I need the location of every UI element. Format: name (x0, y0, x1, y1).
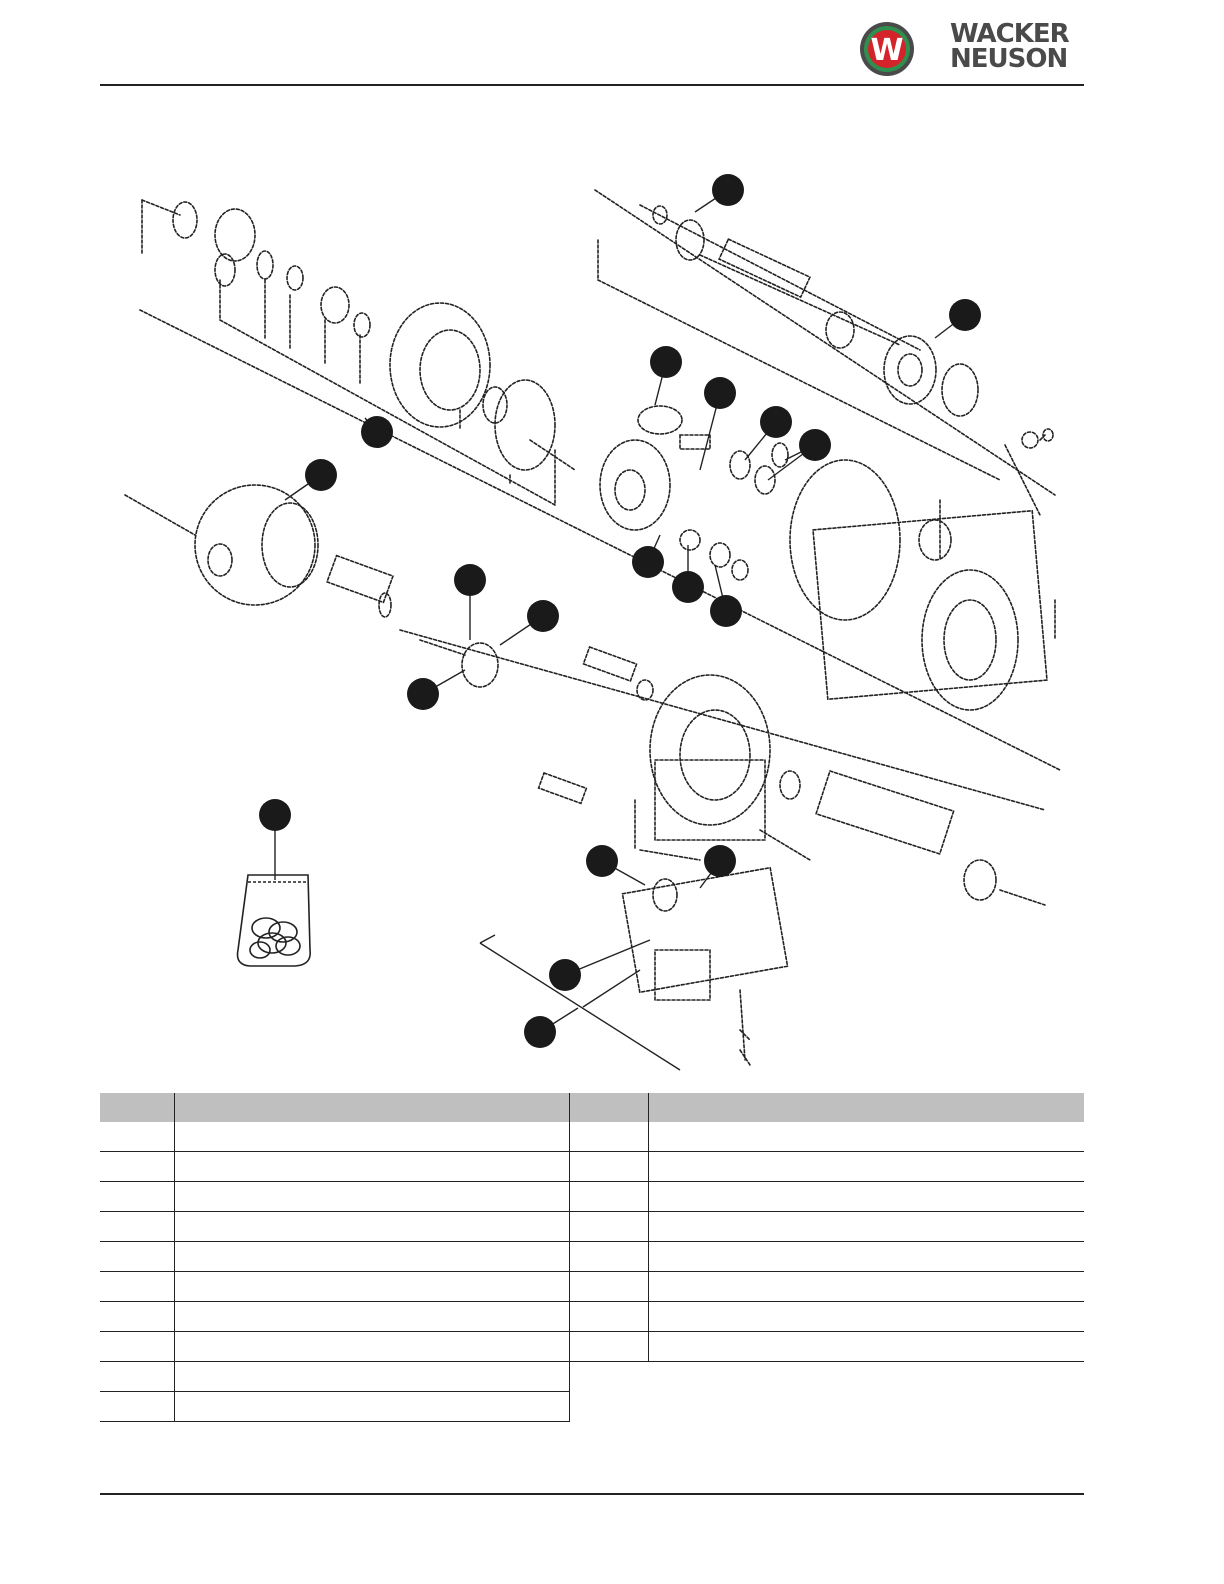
table-row (100, 1182, 570, 1212)
callout-marker (704, 845, 736, 877)
callout-marker (704, 377, 736, 409)
pump-body (790, 429, 1055, 710)
column-header-item (570, 1093, 649, 1122)
brand-line-1: WACKER (950, 19, 1069, 49)
wacker-neuson-logo (858, 20, 1088, 78)
callout-marker (799, 429, 831, 461)
table-row (570, 1272, 1084, 1302)
table-row (100, 1272, 570, 1302)
table-header-row (570, 1093, 1084, 1122)
exploded-parts-diagram (100, 160, 1084, 1080)
parts-table-left (100, 1093, 570, 1422)
table-row (100, 1242, 570, 1272)
motor-housing (125, 485, 393, 617)
table-header-row (100, 1093, 570, 1122)
callout-marker (586, 845, 618, 877)
callout-marker (710, 595, 742, 627)
table-row (100, 1152, 570, 1182)
table-row (570, 1242, 1084, 1272)
callout-marker (650, 346, 682, 378)
seal-kit-bag-icon (238, 875, 311, 966)
frame-line-upper (140, 310, 1060, 770)
planetary-hub (173, 202, 575, 505)
brand-line-2: NEUSON (950, 44, 1068, 74)
callout-marker (259, 799, 291, 831)
table-row (100, 1332, 570, 1362)
column-header-description (175, 1093, 570, 1122)
logo-emblem-icon (858, 20, 920, 78)
callout-marker (949, 299, 981, 331)
shaft-assembly (640, 205, 1038, 448)
callout-marker (760, 406, 792, 438)
callout-marker (632, 546, 664, 578)
callout-marker (454, 564, 486, 596)
column-header-item (100, 1093, 175, 1122)
callout-marker (549, 959, 581, 991)
table-row (100, 1122, 570, 1152)
table-row (100, 1362, 570, 1392)
table-row (570, 1212, 1084, 1242)
callout-marker (527, 600, 559, 632)
callout-marker (305, 459, 337, 491)
logo-letter: W (870, 33, 904, 68)
callout-marker (361, 416, 393, 448)
control-block (622, 868, 787, 1065)
table-row (570, 1182, 1084, 1212)
brand-name (950, 19, 1069, 74)
table-row (100, 1302, 570, 1332)
table-row (570, 1122, 1084, 1152)
parts-table-right (570, 1093, 1084, 1362)
table-row (570, 1332, 1084, 1362)
table-row (570, 1152, 1084, 1182)
column-header-description (649, 1093, 1084, 1122)
callout-marker (672, 571, 704, 603)
leader-lines (275, 190, 965, 1070)
callout-marker (712, 174, 744, 206)
table-row (100, 1392, 570, 1422)
callout-marker (524, 1016, 556, 1048)
footer-rule (100, 1493, 1084, 1495)
table-row (100, 1212, 570, 1242)
header-rule (100, 84, 1084, 86)
callout-markers (259, 174, 981, 1048)
table-row (570, 1302, 1084, 1332)
callout-marker (407, 678, 439, 710)
